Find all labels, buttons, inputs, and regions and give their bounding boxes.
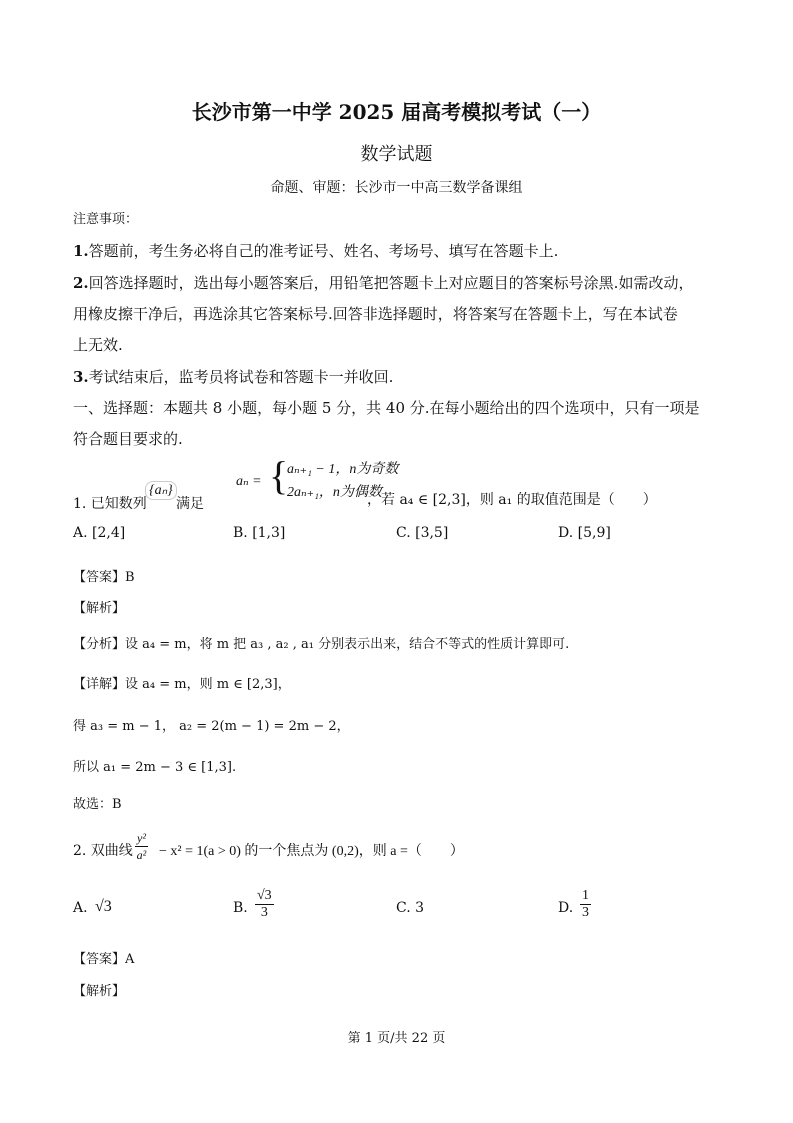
q2-analysis-heading: 【解析】 <box>73 984 126 999</box>
notice-item-2-line-1 <box>73 272 693 293</box>
q1-prefix: 1. 已知数列 <box>73 496 147 512</box>
notice-item-1-text: 答题前，考生务必将自己的准考证号、姓名、考场号、填写在答题卡上. <box>88 242 559 260</box>
q2-options <box>73 888 733 932</box>
q2-option-b-num: √3 <box>257 888 272 903</box>
section-1-line-1: 一、选择题：本题共 8 小题，每小题 5 分，共 40 分.在每小题给出的四个选项中，只有一项是 <box>73 399 700 417</box>
q2-option-b-den: 3 <box>260 905 268 920</box>
question-1 <box>73 455 733 517</box>
notice-item-2-line-2: 用橡皮擦干净后，再选涂其它答案标号.回答非选择题时，将答案写在答题卡上，写在本试卷 <box>73 305 678 323</box>
notice-item-2-text-1: 回答选择题时，选出每小题答案后，用铅笔把答题卡上对应题目的答案标号涂黑.如需改动， <box>88 274 694 292</box>
q1-option-b: B. [1,3] <box>233 525 286 541</box>
question-2 <box>73 830 733 866</box>
exam-subtitle: 数学试题 <box>360 144 433 165</box>
q2-fraction-num: y² <box>137 831 146 845</box>
q1-fenxi: 【分析】设 a₄ = m，将 m 把 a₃ , a₂ , a₁ 分别表示出来，结合不等式的性质计算即可. <box>73 637 570 652</box>
q1-brace: { <box>269 453 289 498</box>
q1-condition: ，若 a₄ ∈ [2,3]，则 a₁ 的取值范围是（ ） <box>367 492 657 508</box>
page-footer: 第 1 页/共 22 页 <box>347 1031 446 1046</box>
q2-option-b-fraction <box>255 888 274 921</box>
notice-item-3-num: 3. <box>73 368 89 386</box>
q2-prefix: 2. 双曲线 <box>73 843 133 859</box>
q2-option-d-label: D. <box>558 900 574 916</box>
exam-authors: 命题、审题：长沙市一中高三数学备课组 <box>270 180 523 196</box>
notice-item-2-num: 2. <box>73 274 89 292</box>
q1-conclusion: 故选：B <box>73 797 122 812</box>
q2-option-d-fraction <box>580 888 591 921</box>
q1-case-1: aₙ₊₁ − 1，n为奇数 <box>287 462 399 477</box>
q2-fraction <box>135 830 148 863</box>
notice-item-3 <box>73 366 393 387</box>
section-1-line-2: 符合题目要求的. <box>73 430 183 448</box>
notice-item-1-num: 1. <box>73 242 89 260</box>
q1-satisfy: 满足 <box>176 496 204 512</box>
q1-analysis-heading: 【解析】 <box>73 601 126 616</box>
q2-option-a-label: A. <box>73 900 88 916</box>
q1-answer: 【答案】B <box>73 570 135 585</box>
q1-option-d: D. [5,9] <box>558 525 611 541</box>
q1-xiangjie: 【详解】设 a₄ = m，则 m ∈ [2,3]， <box>73 677 291 692</box>
q2-option-a-value: √3 <box>95 898 112 915</box>
q1-lhs: aₙ = <box>236 474 262 489</box>
q2-answer: 【答案】A <box>73 952 135 967</box>
q1-step-1: 得 a₃ = m − 1， a₂ = 2(m − 1) = 2m − 2， <box>73 719 350 734</box>
notice-item-2-line-3: 上无效. <box>73 336 123 354</box>
q2-option-d-den: 3 <box>582 905 589 920</box>
q1-option-c: C. [3,5] <box>396 525 449 541</box>
notice-item-3-text: 考试结束后，监考员将试卷和答题卡一并收回. <box>88 368 394 386</box>
exam-title: 长沙市第一中学 2025 届高考模拟考试（一） <box>191 100 602 124</box>
q2-option-d-num: 1 <box>582 888 589 903</box>
q2-fraction-den: a² <box>136 848 147 862</box>
q1-step-2: 所以 a₁ = 2m − 3 ∈ [1,3]. <box>73 760 237 775</box>
notice-heading: 注意事项： <box>73 212 139 227</box>
q2-option-c: C. 3 <box>396 900 425 916</box>
q1-case-2: 2aₙ₊₁，n为偶数 <box>287 485 382 500</box>
q1-sequence: {aₙ} <box>145 481 177 500</box>
q1-option-a: A. [2,4] <box>73 525 126 541</box>
notice-item-1 <box>73 240 558 261</box>
q2-rest: − x² = 1(a > 0) 的一个焦点为 (0,2)，则 a =（ ） <box>159 844 464 859</box>
q2-option-b-label: B. <box>233 900 248 916</box>
